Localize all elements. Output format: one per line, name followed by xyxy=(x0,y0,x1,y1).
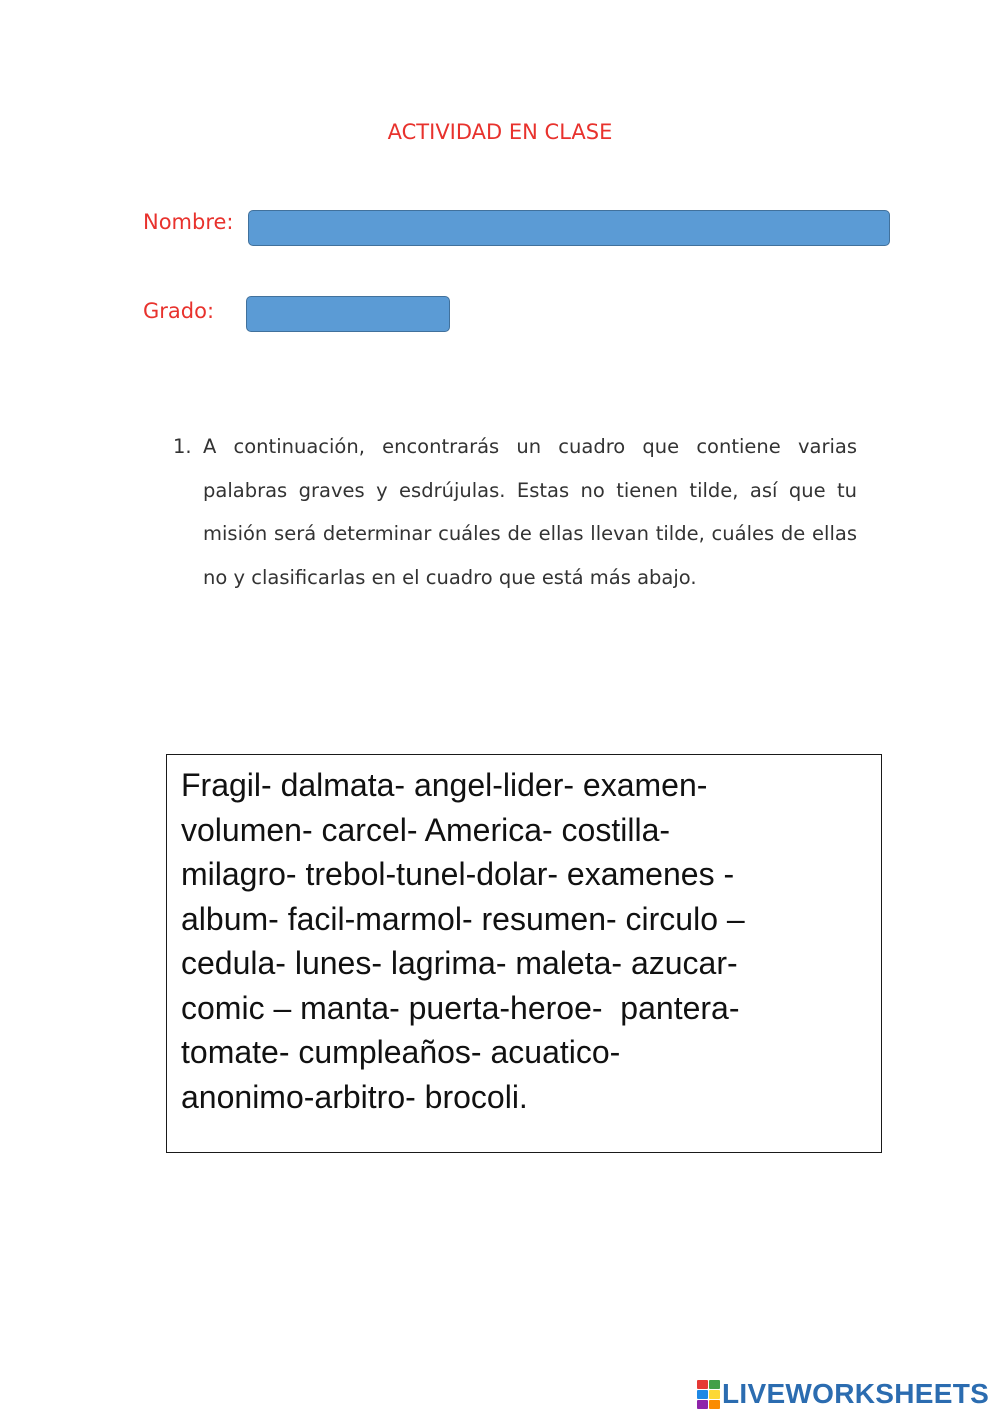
word-line: Fragil- dalmata- angel-lider- examen- xyxy=(181,767,708,803)
instruction-item xyxy=(173,425,857,599)
logo-text: LIVEWORKSHEETS xyxy=(722,1378,990,1409)
nombre-label: Nombre: xyxy=(143,210,234,234)
word-line: tomate- cumpleaños- acuatico- xyxy=(181,1034,621,1070)
instruction-text: A continuación, encontrarás un cuadro que contiene varias palabras graves y esdrújulas. Estas no tienen tilde, así que tu misión será determinar cuáles de ellas llevan tilde, cuáles de ellas no y clasificarlas en el cuadro que está más abajo. xyxy=(203,435,857,589)
instruction-number: 1. xyxy=(173,435,192,458)
page-title: ACTIVIDAD EN CLASE xyxy=(387,120,613,144)
word-line: anonimo-arbitro- brocoli. xyxy=(181,1078,528,1115)
nombre-input[interactable] xyxy=(248,210,890,246)
word-line: comic – manta- puerta-heroe- pantera- xyxy=(181,989,740,1026)
word-list-box xyxy=(166,754,882,1153)
logo-block xyxy=(709,1400,720,1409)
liveworksheets-logo-icon xyxy=(697,1380,719,1408)
logo-block xyxy=(697,1380,708,1389)
logo-block xyxy=(697,1390,708,1399)
logo-block xyxy=(709,1380,720,1389)
liveworksheets-logo[interactable] xyxy=(697,1378,989,1410)
grado-input[interactable] xyxy=(246,296,450,332)
word-line: cedula- lunes- lagrima- maleta- azucar- xyxy=(181,945,738,981)
logo-block xyxy=(697,1400,708,1409)
word-line: volumen- carcel- America- costilla- xyxy=(181,811,671,848)
grado-label: Grado: xyxy=(143,299,215,323)
word-line: milagro- trebol-tunel-dolar- examenes - xyxy=(181,856,735,892)
logo-block xyxy=(709,1390,720,1399)
word-line: album- facil-marmol- resumen- circulo – xyxy=(181,900,745,937)
